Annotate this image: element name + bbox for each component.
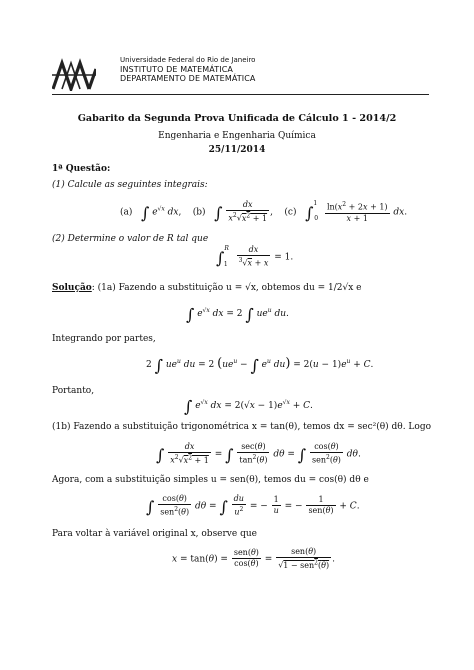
equation-by-parts: 2 ∫ $ue^u$ du = 2 ($ue^u$ − ∫ $e^u$ $du) = 2(u - 1)e^u + C$. — [146, 356, 374, 375]
therefore-text: Portanto, — [52, 386, 95, 396]
simple-sub-text: Agora, com a substituição simples u = sen(θ), temos du = cos(θ) dθ e — [52, 475, 369, 485]
solution-intro — [52, 283, 362, 293]
back-to-x-text: Para voltar à variável original x, observe que — [52, 529, 257, 539]
part-1b-text: (1b) Fazendo a substituição trigonométrica x = tan(θ), temos dx = sec²(θ) dθ. Logo — [52, 422, 432, 432]
equation-substitution: ∫ $e^{√x}$ dx = 2 ∫ $ue^u$ du. — [186, 305, 289, 324]
university-name: Universidade Federal do Rio de Janeiro — [120, 56, 256, 64]
course-name: Engenharia e Engenharia Química — [158, 131, 316, 141]
by-parts-text: Integrando por partes, — [52, 334, 156, 344]
letterhead — [52, 51, 422, 103]
question-part-2: (2) Determine o valor de R tal que — [52, 234, 209, 244]
equation-result-a: ∫ $e^{√x}$ dx = $2(√x - 1)e^{√x} + C$. — [184, 397, 313, 416]
label-a: (a) — [120, 207, 133, 218]
equation-trig-sub: ∫ $\frac{dx}{x^2√x^2 + 1}$ = ∫ $\frac{\sec(\theta)}{\tan^2(\theta)}$ dθ = ∫ $\frac{\cos(\theta)}{sen^2(\theta)}$ dθ. — [156, 442, 361, 465]
label-c: (c) — [284, 207, 297, 218]
label-b: (b) — [192, 207, 206, 218]
question-heading: 1ª Questão: — [52, 164, 111, 174]
document-title: Gabarito da Segunda Prova Unificada de Cálculo 1 - 2014/2 — [77, 113, 397, 124]
integrals-row: (a) ∫ $e^{√x}$ dx, (b) ∫ $\frac{dx}{x^2√x^2 + 1}$ , (c) ∫$^1_0$ $\frac{\ln(x^2 + 2x + 1)}{x + 1}$ dx. — [120, 200, 408, 223]
exam-date: 25/11/2014 — [208, 145, 266, 155]
equation-simple-sub: ∫ $\frac{\cos(\theta)}{sen^2(\theta)}$ dθ = ∫ $\frac{du}{u^2}$ = − $\frac{1}{u}$ = − $\frac{1}{\text{sen(θ)}}$ + C. — [146, 494, 360, 517]
equation-x-tan: x = tan(θ) = $\frac{\text{sen(θ)}}{\cos(\theta)}$ = $\frac{\text{sen(θ)}}{√1 - sen^2(\theta)}$ . — [172, 547, 335, 570]
solution-intro-text: : (1a) Fazendo a substituição u = √x, obtemos du = 1/2√x e — [91, 283, 362, 293]
institute-name: INSTITUTO DE MATEMÁTICA — [120, 65, 233, 74]
institution-block — [120, 56, 256, 83]
solution-label: Solução — [52, 283, 92, 293]
question-part-1: (1) Calcule as seguintes integrais: — [52, 180, 208, 190]
ufrj-logo-icon — [52, 55, 96, 91]
department-name: DEPARTAMENTO DE MATEMÁTICA — [120, 74, 256, 83]
header-rule — [52, 94, 429, 95]
equation-r: ∫$^R_1$ $\frac{dx}{^3√x + x}$ = 1. — [216, 245, 294, 269]
